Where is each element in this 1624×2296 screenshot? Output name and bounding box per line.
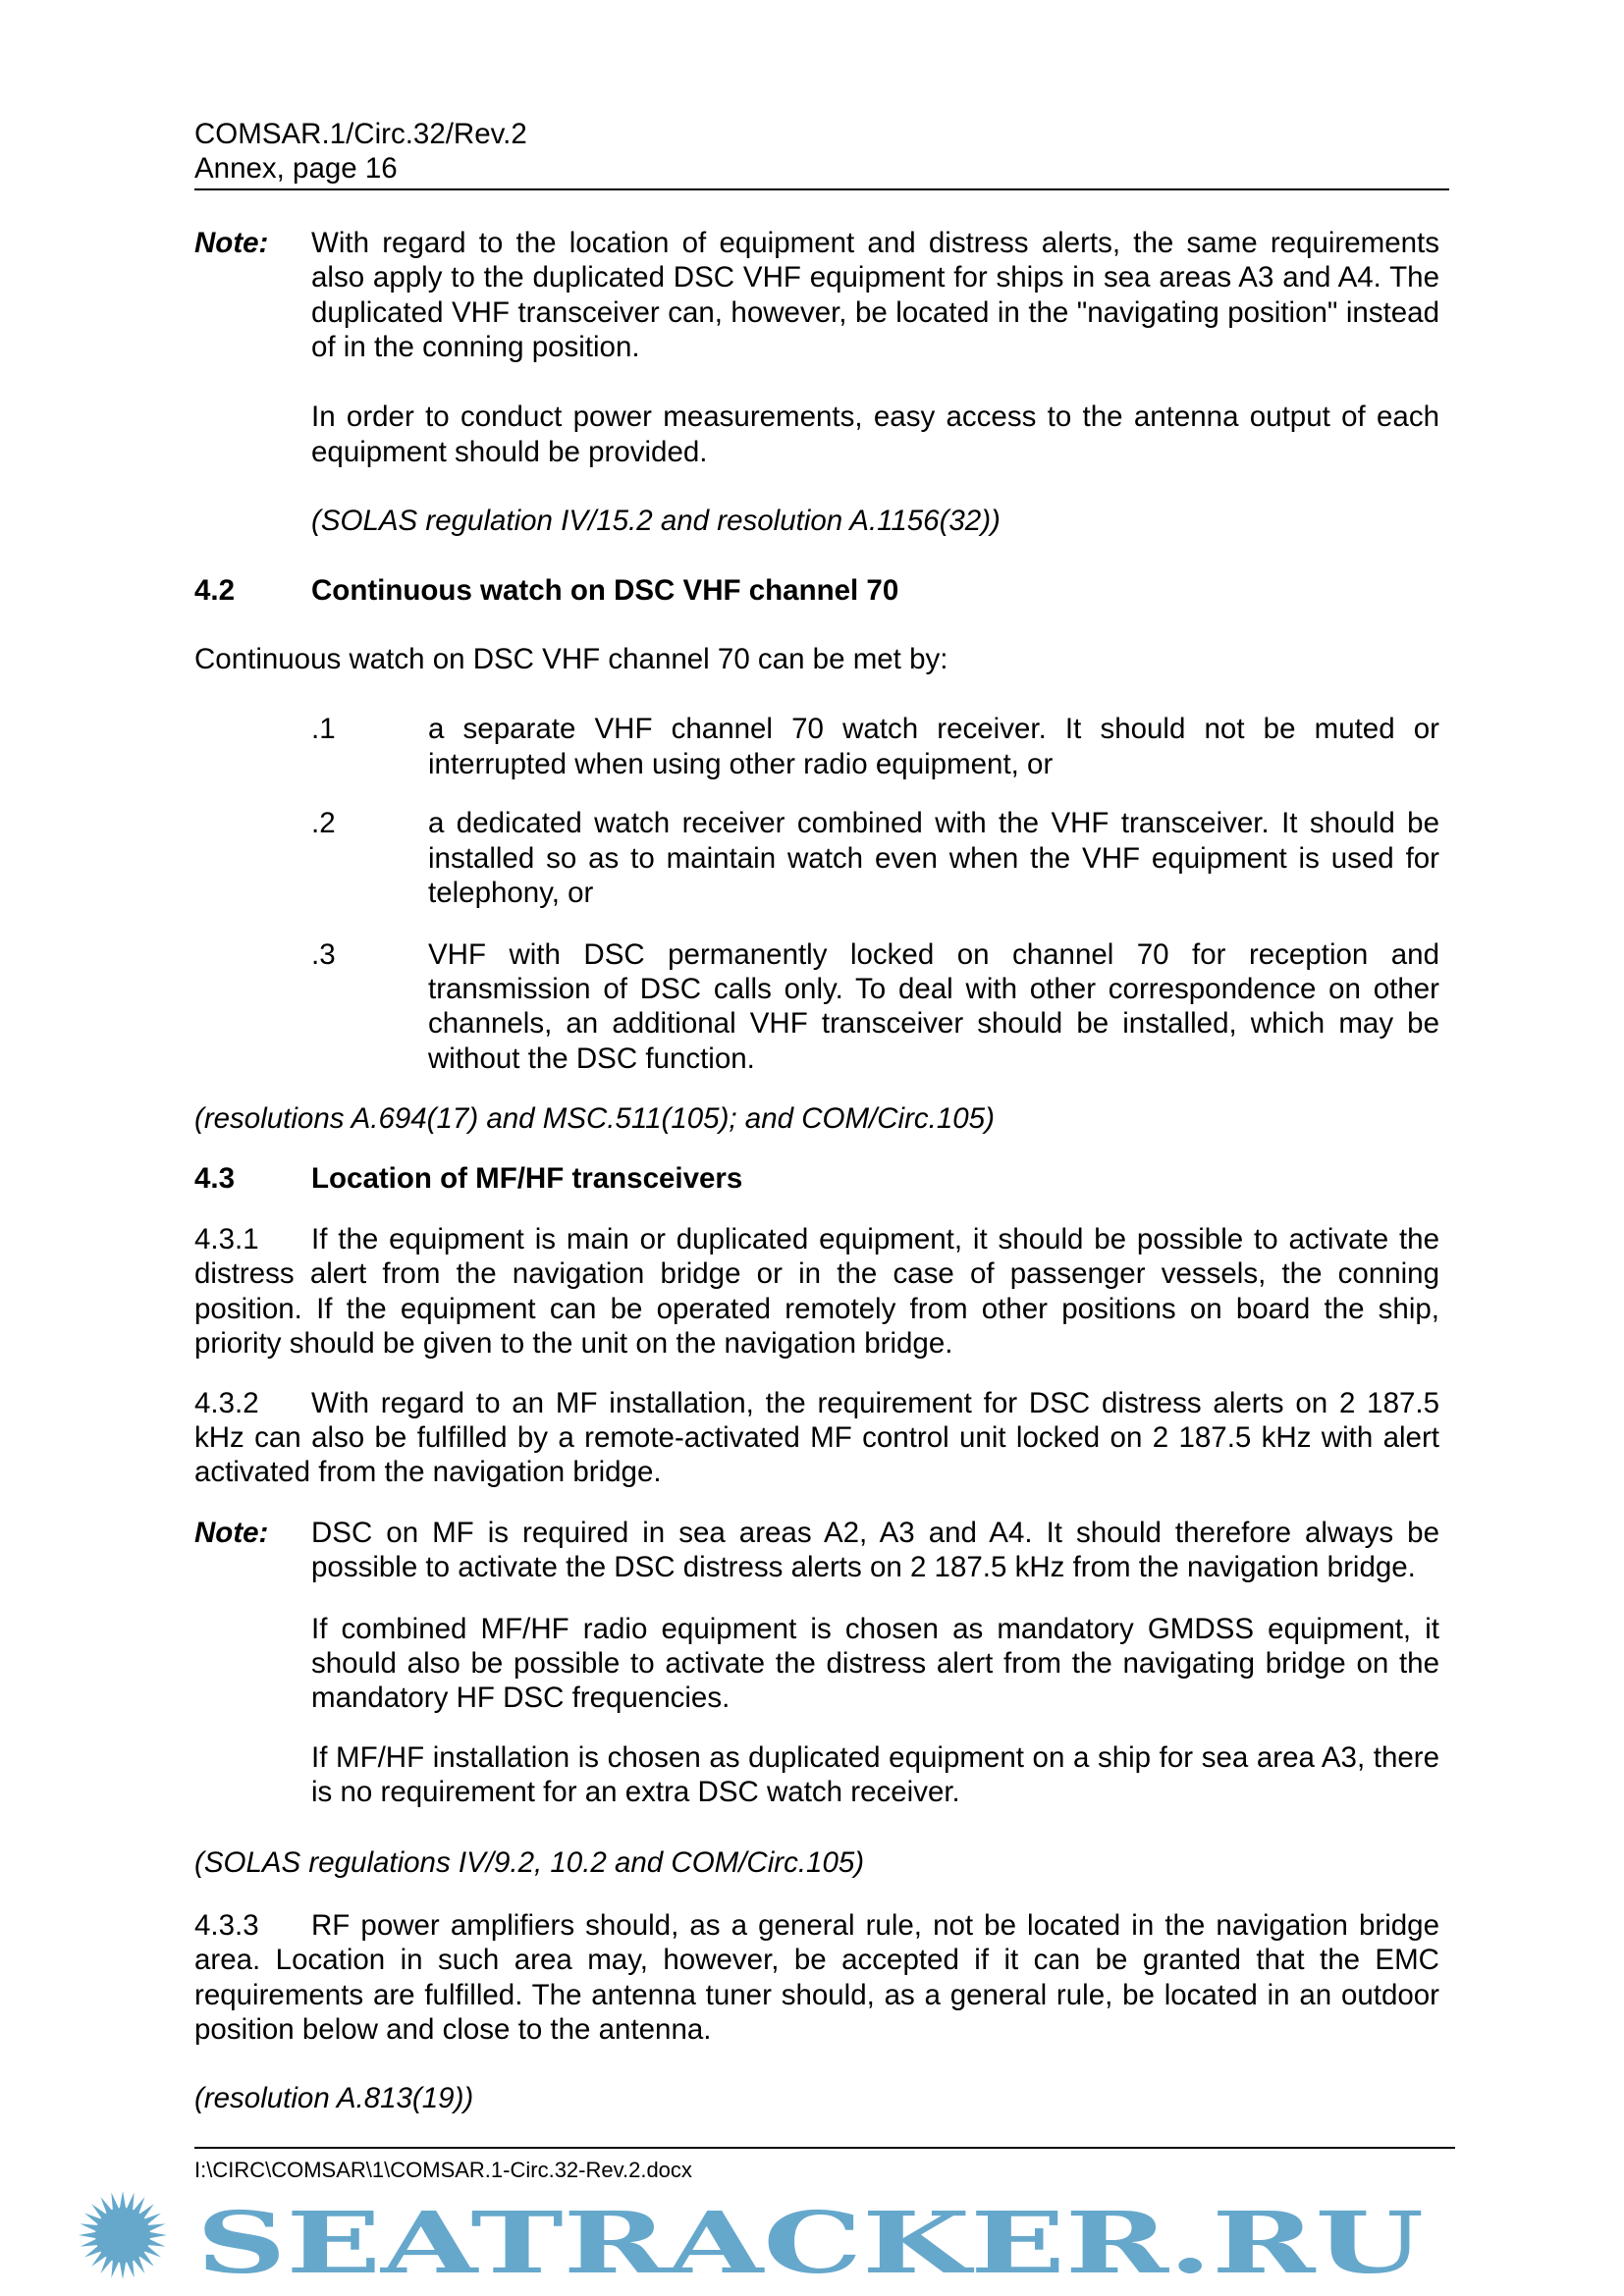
list-text: a dedicated watch receiver combined with the VHF transceiver. It should be installed so as to maintain watch even when the VHF equipment is used for telephony, or xyxy=(428,807,1439,910)
header-rule xyxy=(194,188,1449,190)
reference-text: (SOLAS regulation IV/15.2 and resolution A.1156(32)) xyxy=(311,505,1001,538)
sun-ray xyxy=(144,2214,161,2225)
section-heading-4-3 xyxy=(194,1161,1439,1196)
sun-ray xyxy=(120,2191,126,2209)
paragraph-4-3-1 xyxy=(194,1222,1439,1362)
section-intro: Continuous watch on DSC VHF channel 70 can be met by: xyxy=(194,643,948,676)
note-label: Note: xyxy=(194,226,269,259)
section-title: Continuous watch on DSC VHF channel 70 xyxy=(311,573,899,607)
note-text: In order to conduct power measurements, easy access to the antenna output of each equipment should be provided. xyxy=(311,400,1439,468)
section-number: 4.2 xyxy=(194,573,236,607)
note-paragraph-2 xyxy=(194,400,1439,469)
page-body xyxy=(194,117,1439,2280)
list-number: .3 xyxy=(311,937,336,971)
sun-ray xyxy=(111,2260,119,2277)
paragraph-text: With regard to an MF installation, the requirement for DSC distress alerts on 2 187.5 kHz can also be fulfilled by a remote-activated MF control unit locked on 2 187.5 kHz with alert activated from the navigation bridge. xyxy=(194,1386,1439,1489)
sun-ray xyxy=(111,2193,119,2211)
sun-ray xyxy=(144,2246,161,2258)
sun-ray xyxy=(127,2260,135,2277)
sun-ray xyxy=(91,2204,106,2218)
list-item xyxy=(194,712,1439,781)
note-paragraph xyxy=(194,1612,1439,1716)
paragraph-number: 4.3.1 xyxy=(194,1222,259,1255)
sun-ray xyxy=(101,2257,113,2273)
watermark-text: SEATRACKER.RU xyxy=(196,2194,1424,2281)
sun-ray xyxy=(101,2197,113,2214)
sun-ray xyxy=(139,2252,154,2267)
note-paragraph xyxy=(194,1516,1439,1585)
note-text: If MF/HF installation is chosen as duplicated equipment on a ship for sea area A3, there is no requirement for an extra DSC watch receiver. xyxy=(311,1740,1439,1809)
sun-ray xyxy=(147,2223,165,2231)
document-symbol: COMSAR.1/Circ.32/Rev.2 xyxy=(194,118,527,150)
sun-ray xyxy=(81,2223,98,2231)
sun-ray xyxy=(139,2204,154,2218)
list-item xyxy=(194,806,1439,910)
paragraph-4-3-2 xyxy=(194,1386,1439,1490)
paragraph-text: RF power amplifiers should, as a general rule, not be located in the navigation bridge area. Location in such area may, however, be accepted if it can be granted that the EMC requirements are fulfilled. The antenna tuner should, as a general rule, be located in an outdoor position below and close to the antenna. xyxy=(194,1909,1439,2047)
sun-ray xyxy=(81,2239,98,2247)
sun-ray xyxy=(84,2214,101,2225)
paragraph-text: If the equipment is main or duplicated equipment, it should be possible to activate the distress alert from the navigation bridge or in the case of passenger vessels, the conning position. If the equipment can be operated remotely from other positions on board the ship, priority should be given to the unit on the navigation bridge. xyxy=(194,1222,1439,1361)
note-paragraph-1 xyxy=(194,226,1439,365)
reference-text: (resolution A.813(19)) xyxy=(194,2081,474,2114)
sun-ray xyxy=(91,2252,106,2267)
sun-ray xyxy=(134,2257,145,2273)
seatracker-watermark xyxy=(0,2190,1624,2280)
list-text: a separate VHF channel 70 watch receiver. It should not be muted or interrupted when using other radio equipment, or xyxy=(428,713,1439,780)
sun-ray xyxy=(147,2239,165,2247)
sun-ray xyxy=(84,2246,101,2258)
list-text: VHF with DSC permanently locked on channel 70 for reception and transmission of DSC calls only. To deal with other correspondence on other channels, an additional VHF transceiver should be installed, which may be without the DSC function. xyxy=(428,937,1439,1075)
note-reference xyxy=(194,504,1439,538)
note-paragraph xyxy=(194,1740,1439,1810)
sun-ray xyxy=(134,2197,145,2214)
list-item xyxy=(194,937,1439,1077)
section-heading-4-2 xyxy=(194,573,1439,608)
list-number: .1 xyxy=(311,713,336,746)
note-text: If combined MF/HF radio equipment is chosen as mandatory GMDSS equipment, it should also be possible to activate the distress alert from the navigating bridge on the mandatory HF DSC frequencies. xyxy=(311,1612,1439,1715)
sun-ray xyxy=(127,2193,135,2211)
page-number: Annex, page 16 xyxy=(194,152,398,186)
section-number: 4.3 xyxy=(194,1161,236,1195)
note-text: With regard to the location of equipment and distress alerts, the same requirements also apply to the duplicated DSC VHF equipment for ships in sea areas A3 and A4. The duplicated VHF transceiver can, however, be located in the "navigating position" instead of in the conning position. xyxy=(311,226,1439,364)
sun-logo-icon xyxy=(79,2191,167,2279)
footer-file-path: I:\CIRC\COMSAR\1\COMSAR.1-Circ.32-Rev.2.docx xyxy=(194,2158,692,2183)
note-label: Note: xyxy=(194,1516,269,1549)
running-header xyxy=(194,117,1439,187)
paragraph-number: 4.3.2 xyxy=(194,1386,259,1419)
section-title: Location of MF/HF transceivers xyxy=(311,1161,743,1195)
sun-ray xyxy=(79,2232,96,2238)
reference-text: (resolutions A.694(17) and MSC.511(105); and COM/Circ.105) xyxy=(194,1102,995,1136)
list-number: .2 xyxy=(311,807,336,840)
sun-ray xyxy=(149,2232,167,2238)
note-text: DSC on MF is required in sea areas A2, A3 and A4. It should therefore always be possible to activate the DSC distress alerts on 2 187.5 kHz from the navigation bridge. xyxy=(311,1516,1439,1584)
paragraph-4-3-3 xyxy=(194,1908,1439,2048)
reference-text: (SOLAS regulations IV/9.2, 10.2 and COM/Circ.105) xyxy=(194,1845,865,1879)
sun-ray xyxy=(120,2262,126,2279)
paragraph-number: 4.3.3 xyxy=(194,1909,259,1943)
footer-rule xyxy=(194,2147,1455,2149)
